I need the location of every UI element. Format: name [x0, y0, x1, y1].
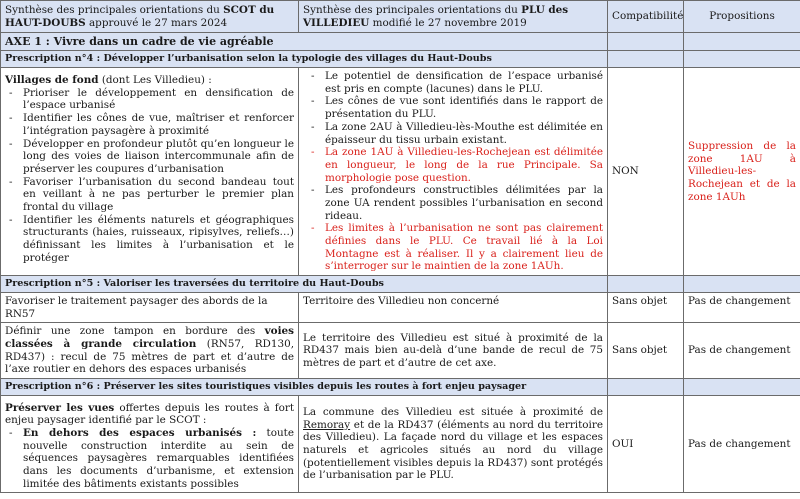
p4-empty-1	[608, 51, 684, 68]
header-compatibility: Compatibilité	[608, 1, 684, 33]
axe-empty-2	[684, 33, 800, 51]
header-scot-bold: SCOT du HAUT-DOUBS	[5, 3, 275, 29]
list-item: - Identifier les éléments naturels et géographiques structurants (haies, ruisseaux, ripisylves, reliefs…) définissant les limites à l’urbanisation et le protéger	[19, 214, 294, 265]
p4-plu-cell	[299, 68, 608, 276]
p6-proposition: Pas de changement	[684, 395, 800, 493]
p5-r2-scot-a: Définir une zone tampon en bordure des	[5, 325, 265, 338]
p4-scot-intro-rest: (dont Les Villedieu) :	[98, 74, 212, 87]
list-item: - Le potentiel de densification de l’espace urbanisé est pris en compte (lacunes) dans le PLU.	[321, 70, 603, 95]
p6-empty-2	[684, 378, 800, 395]
header-row	[1, 1, 800, 33]
p4-compat: NON	[608, 68, 684, 276]
p6-scot-item-rest: toute nouvelle construction interdite au sein de séquences paysagères remarquables identifiées dans les documents d’urbanisme, et extension limitée des bâtiments existants possibles	[23, 427, 294, 490]
p6-scot-item-bold: En dehors des espaces urbanisés :	[23, 427, 257, 440]
p4-scot-intro	[5, 74, 294, 87]
p5-r2-scot	[1, 323, 299, 379]
p4-scot-intro-bold: Villages de fond	[5, 74, 99, 87]
list-item-warning: - Les limites à l’urbanisation ne sont pas clairement définies dans le PLU. Ce travail lié à la Loi Montagne est à réaliser. Il y a clairement lieu de s’interroger sur le maintien de la zone 1AUh.	[321, 222, 603, 273]
header-scot	[1, 1, 299, 33]
prescription-5-row	[1, 276, 800, 293]
p6-compat: OUI	[608, 395, 684, 493]
p5-r2-compat: Sans objet	[608, 323, 684, 379]
list-item: - Prioriser le développement en densification de l’espace urbanisé	[19, 87, 294, 112]
p6-scot-rest: offertes depuis les routes à fort enjeu paysager identifié par le SCOT :	[5, 401, 294, 427]
p5-r1-compat: Sans objet	[608, 292, 684, 322]
header-plu-prefix: Synthèse des principales orientations du	[303, 3, 522, 16]
prescription-5-row1	[1, 292, 800, 322]
p5-r1-plu: Territoire des Villedieu non concerné	[299, 292, 608, 322]
p5-empty-1	[608, 276, 684, 293]
prescription-5-row2	[1, 323, 800, 379]
p6-scot-cell	[1, 395, 299, 493]
header-plu-bold: PLU des VILLEDIEU	[303, 3, 569, 29]
p6-plu-underlined: Remoray	[303, 418, 351, 431]
header-plu-suffix: modifié le 27 novembre 2019	[369, 16, 527, 29]
list-item-warning: - La zone 1AU à Villedieu-les-Rochejean est délimitée en longueur, le long de la rue Principale. Sa morphologie pose question.	[321, 146, 603, 184]
p4-scot-list	[5, 87, 294, 265]
p5-r2-scot-b: (RN57, RD130, RD437) : recul de 75 mètres de part et d’autre de l’axe routier en dehors des espaces urbanisés	[5, 337, 295, 376]
header-scot-prefix: Synthèse des principales orientations du	[5, 3, 224, 16]
list-item: - Les cônes de vue sont identifiés dans le rapport de présentation du PLU.	[321, 95, 603, 120]
prescription-4-title: Prescription n°4 : Développer l’urbanisation selon la typologie des villages du Haut-Doubs	[1, 51, 608, 68]
p5-empty-2	[684, 276, 800, 293]
p6-empty-1	[608, 378, 684, 395]
p6-plu-a: La commune des Villedieu est située à proximité de	[303, 405, 603, 418]
prescription-6-title: Prescription n°6 : Préserver les sites touristiques visibles depuis les routes à fort enjeu paysager	[1, 378, 608, 395]
p6-plu-b: et de la RD437 (éléments au nord du territoire des Villedieu). La façade nord du village et les espaces naturels et agricoles situés au nord du village (potentiellement visibles depuis la RD437) sont protégés de l’urbanisation par le PLU.	[303, 418, 603, 482]
axe-row	[1, 33, 800, 51]
list-item: - Identifier les cônes de vue, maîtriser et renforcer l’intégration paysagère à proximité	[19, 112, 294, 137]
p5-r1-scot: Favoriser le traitement paysager des abords de la RN57	[1, 292, 299, 322]
p5-r2-scot-bold: voies classées à grande circulation	[5, 325, 294, 350]
p6-scot-intro	[5, 402, 294, 427]
list-item: - La zone 2AU à Villedieu-lès-Mouthe est délimitée en épaisseur du tissu urbain existant.	[321, 121, 603, 146]
p6-scot-list	[5, 427, 294, 490]
prescription-6-content	[1, 395, 800, 493]
prescription-5-title: Prescription n°5 : Valoriser les traversées du territoire du Haut-Doubs	[1, 276, 608, 293]
list-item: - Les profondeurs constructibles délimitées par la zone UA rendent possibles l’urbanisation en second rideau.	[321, 184, 603, 222]
p4-plu-list	[303, 70, 603, 273]
list-item: - Favoriser l’urbanisation du second bandeau tout en veillant à ne pas perturber le premier plan frontal du village	[19, 176, 294, 214]
p4-proposition: Suppression de la zone 1AU à Villedieu-les-Rochejean et de la zone 1AUh	[684, 68, 800, 276]
prescription-4-content	[1, 68, 800, 276]
p4-scot-cell	[1, 68, 299, 276]
p5-r2-proposition: Pas de changement	[684, 323, 800, 379]
p6-plu-cell	[299, 395, 608, 493]
p6-scot-bold: Préserver les vues	[5, 401, 115, 414]
axe-title: AXE 1 : Vivre dans un cadre de vie agréable	[1, 33, 608, 51]
list-item	[19, 427, 294, 490]
header-propositions: Propositions	[684, 1, 800, 33]
p4-empty-2	[684, 51, 800, 68]
p5-r2-plu: Le territoire des Villedieu est situé à proximité de la RD437 mais bien au-delà d’une bande de recul de 75 mètres de part et d’autre de cet axe.	[299, 323, 608, 379]
header-plu	[299, 1, 608, 33]
list-item: - Développer en profondeur plutôt qu’en longueur le long des voies de liaison intercommunale afin de préserver les coupures d’urbanisation	[19, 138, 294, 176]
p5-r1-proposition: Pas de changement	[684, 292, 800, 322]
axe-empty-1	[608, 33, 684, 51]
header-scot-suffix: approuvé le 27 mars 2024	[85, 16, 228, 29]
prescription-6-row	[1, 378, 800, 395]
prescription-4-row	[1, 51, 800, 68]
